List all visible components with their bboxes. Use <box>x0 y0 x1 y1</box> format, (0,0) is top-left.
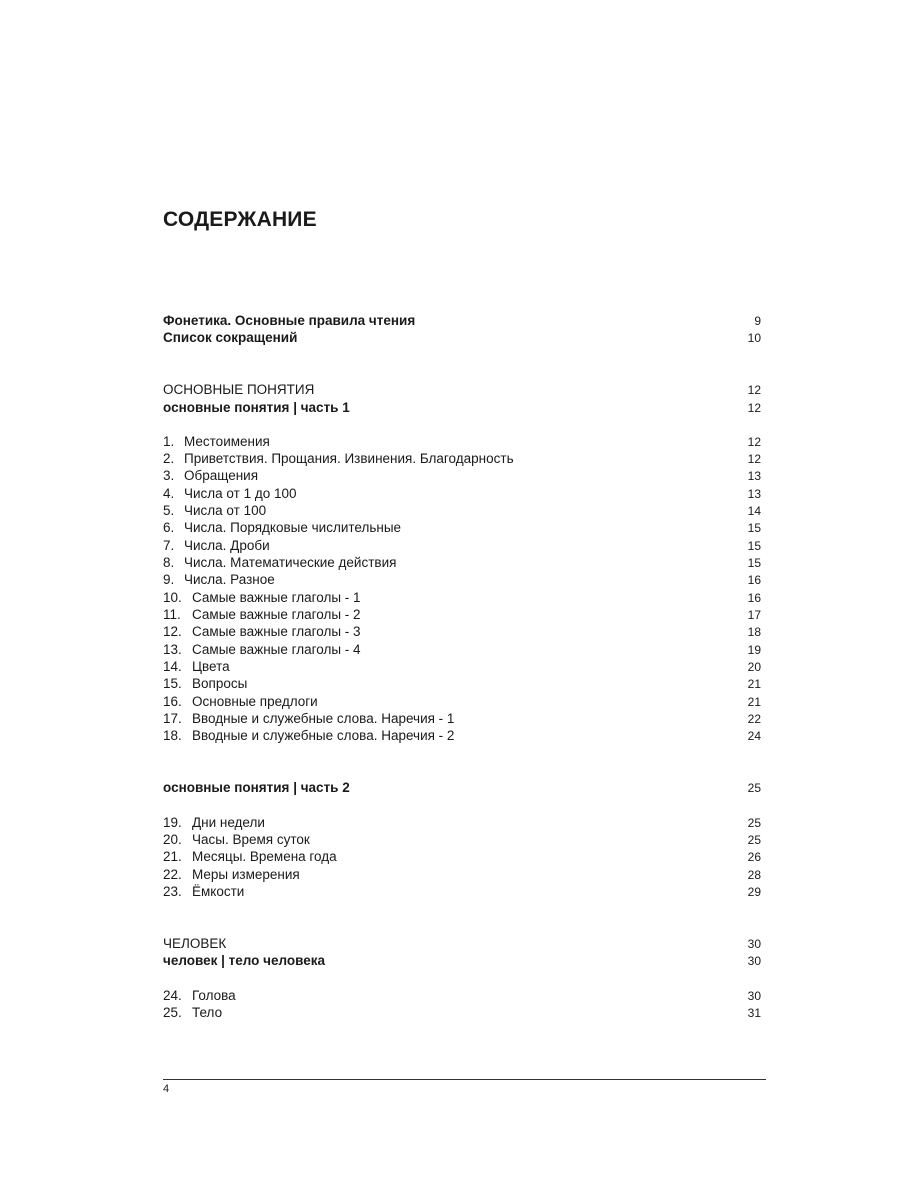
toc-item <box>163 814 761 832</box>
toc-entry-label <box>163 727 454 745</box>
toc-entry-text: Самые важные глаголы - 3 <box>192 624 361 639</box>
toc-item <box>163 693 761 711</box>
toc-entry-number: 17. <box>163 711 182 726</box>
toc-entry-label <box>163 606 361 624</box>
toc-page-number: 16 <box>747 573 761 587</box>
toc-page-number: 10 <box>747 331 761 345</box>
toc-page-number: 25 <box>747 781 761 795</box>
toc-item <box>163 519 761 537</box>
toc-entry-label <box>163 554 396 572</box>
toc-item <box>163 658 761 676</box>
toc-page-number: 29 <box>747 885 761 899</box>
toc-item <box>163 450 761 468</box>
toc-entry-number: 25. <box>163 1005 182 1020</box>
toc-entry-number: 5. <box>163 503 175 518</box>
toc-page-number: 30 <box>747 989 761 1003</box>
toc-entry-label <box>163 589 361 607</box>
toc-entry-text: Числа. Порядковые числительные <box>184 520 402 535</box>
toc-entry-text: Основные предлоги <box>192 694 318 709</box>
toc-entry-number: 11. <box>163 607 181 622</box>
toc-heading <box>163 312 761 330</box>
toc-heading <box>163 329 761 347</box>
toc-page-number: 17 <box>747 608 761 622</box>
toc-entry-text: Числа от 1 до 100 <box>184 486 297 501</box>
toc-item <box>163 1004 761 1022</box>
toc-page-number: 28 <box>747 868 761 882</box>
toc-entry-label <box>163 658 230 676</box>
toc-entry-number: 3. <box>163 468 175 483</box>
toc-entry-label <box>163 814 265 832</box>
footer-divider <box>163 1079 766 1080</box>
toc-entry-number: 1. <box>163 434 175 449</box>
toc-entry-text: Числа. Дроби <box>184 538 270 553</box>
toc-page-number: 26 <box>747 850 761 864</box>
toc-page-number: 19 <box>747 643 761 657</box>
toc-item <box>163 502 761 520</box>
toc-page-number: 21 <box>747 695 761 709</box>
toc-entry-text: Вводные и служебные слова. Наречия - 1 <box>192 711 455 726</box>
toc-page-number: 31 <box>747 1006 761 1020</box>
toc-entry-label: Фонетика. Основные правила чтения <box>163 313 416 328</box>
toc-entry-label <box>163 1004 222 1022</box>
toc-entry-label: основные понятия | часть 1 <box>163 400 350 415</box>
toc-item <box>163 883 761 901</box>
toc-entry-number: 15. <box>163 676 182 691</box>
toc-item <box>163 467 761 485</box>
toc-entry-number: 12. <box>163 624 182 639</box>
toc-entry-label: человек | тело человека <box>163 953 326 968</box>
toc-item <box>163 848 761 866</box>
toc-entry-label <box>163 675 247 693</box>
toc-entry-label: ЧЕЛОВЕК <box>163 936 227 951</box>
toc-entry-number: 9. <box>163 572 175 587</box>
toc-page-number: 13 <box>747 469 761 483</box>
toc-item <box>163 606 761 624</box>
toc-heading <box>163 952 761 970</box>
toc-page-number: 12 <box>747 452 761 466</box>
toc-entry-number: 2. <box>163 451 175 466</box>
toc-entry-text: Месяцы. Времена года <box>192 849 337 864</box>
toc-item <box>163 987 761 1005</box>
toc-entry-label <box>163 693 318 711</box>
toc-entry-label <box>163 467 258 485</box>
toc-item <box>163 727 761 745</box>
toc-entry-text: Самые важные глаголы - 1 <box>192 590 361 605</box>
toc-page-number: 15 <box>747 556 761 570</box>
toc-entry-label <box>163 866 300 884</box>
toc-entry-label: основные понятия | часть 2 <box>163 780 350 795</box>
toc-entry-number: 10. <box>163 590 182 605</box>
toc-entry-label <box>163 502 266 520</box>
toc-item <box>163 537 761 555</box>
toc-entry-text: Дни недели <box>192 815 265 830</box>
toc-entry-number: 22. <box>163 867 182 882</box>
toc-entry-text: Вводные и служебные слова. Наречия - 2 <box>192 728 455 743</box>
toc-page-number: 21 <box>747 677 761 691</box>
toc-page-number: 24 <box>747 729 761 743</box>
toc-entry-text: Тело <box>192 1005 223 1020</box>
toc-entry-text: Числа. Разное <box>184 572 275 587</box>
toc-heading <box>163 779 761 797</box>
page-number: 4 <box>163 1083 170 1095</box>
toc-item <box>163 675 761 693</box>
toc-entry-number: 20. <box>163 832 182 847</box>
toc-item <box>163 433 761 451</box>
toc-item <box>163 866 761 884</box>
toc-entry-label <box>163 450 514 468</box>
toc-entry-number: 14. <box>163 659 182 674</box>
toc-entry-number: 24. <box>163 988 182 1003</box>
toc-page-number: 12 <box>747 401 761 415</box>
toc-item <box>163 571 761 589</box>
toc-entry-text: Цвета <box>192 659 230 674</box>
toc-page-number: 16 <box>747 591 761 605</box>
toc-entry-number: 19. <box>163 815 182 830</box>
toc-entry-number: 8. <box>163 555 175 570</box>
toc-entry-label <box>163 987 236 1005</box>
toc-page-number: 30 <box>747 937 761 951</box>
toc-entry-number: 16. <box>163 694 182 709</box>
toc-page-number: 15 <box>747 539 761 553</box>
toc-page-number: 9 <box>754 314 761 328</box>
toc-entry-text: Самые важные глаголы - 2 <box>192 607 361 622</box>
toc-entry-number: 18. <box>163 728 182 743</box>
toc-page-number: 14 <box>747 504 761 518</box>
toc-entry-number: 4. <box>163 486 175 501</box>
toc-entry-text: Самые важные глаголы - 4 <box>192 642 361 657</box>
toc-entry-number: 6. <box>163 520 175 535</box>
toc-heading <box>163 399 761 417</box>
toc-entry-text: Голова <box>192 988 236 1003</box>
toc-entry-label <box>163 623 361 641</box>
toc-item <box>163 485 761 503</box>
toc-page-number: 25 <box>747 816 761 830</box>
toc-entry-label <box>163 519 401 537</box>
toc-page-number: 13 <box>747 487 761 501</box>
toc-entry-label <box>163 485 297 503</box>
toc-entry-label <box>163 710 454 728</box>
toc-item <box>163 710 761 728</box>
toc-page-number: 18 <box>747 625 761 639</box>
toc-entry-text: Часы. Время суток <box>192 832 310 847</box>
toc-heading <box>163 381 761 399</box>
toc-entry-number: 21. <box>163 849 182 864</box>
toc-entry-label <box>163 433 270 451</box>
toc-item <box>163 589 761 607</box>
toc-page-number: 12 <box>747 435 761 449</box>
toc-entry-number: 13. <box>163 642 182 657</box>
toc-entry-text: Числа. Математические действия <box>184 555 397 570</box>
toc-entry-label <box>163 537 270 555</box>
toc-page-number: 15 <box>747 521 761 535</box>
toc-entry-number: 23. <box>163 884 182 899</box>
toc-entry-label: ОСНОВНЫЕ ПОНЯТИЯ <box>163 382 315 397</box>
toc-entry-label <box>163 848 337 866</box>
toc-entry-label <box>163 831 310 849</box>
toc-entry-text: Вопросы <box>192 676 248 691</box>
toc-page-number: 20 <box>747 660 761 674</box>
toc-entry-text: Числа от 100 <box>184 503 267 518</box>
toc-entry-text: Местоимения <box>184 434 270 449</box>
toc-entry-label <box>163 883 244 901</box>
toc-page-number: 22 <box>747 712 761 726</box>
toc-entry-text: Меры измерения <box>192 867 300 882</box>
toc-page-number: 30 <box>747 954 761 968</box>
toc-entry-number: 7. <box>163 538 175 553</box>
toc-item <box>163 623 761 641</box>
toc-entry-label <box>163 571 275 589</box>
toc-item <box>163 831 761 849</box>
page-title: СОДЕРЖАНИЕ <box>163 208 317 231</box>
toc-entry-label <box>163 641 361 659</box>
toc-item <box>163 641 761 659</box>
toc-entry-text: Приветствия. Прощания. Извинения. Благодарность <box>184 451 514 466</box>
toc-page-number: 25 <box>747 833 761 847</box>
toc-entry-text: Обращения <box>184 468 259 483</box>
toc-heading <box>163 935 761 953</box>
toc-entry-label: Список сокращений <box>163 330 298 345</box>
toc-item <box>163 554 761 572</box>
toc-page-number: 12 <box>747 383 761 397</box>
toc-entry-text: Ёмкости <box>192 884 245 899</box>
